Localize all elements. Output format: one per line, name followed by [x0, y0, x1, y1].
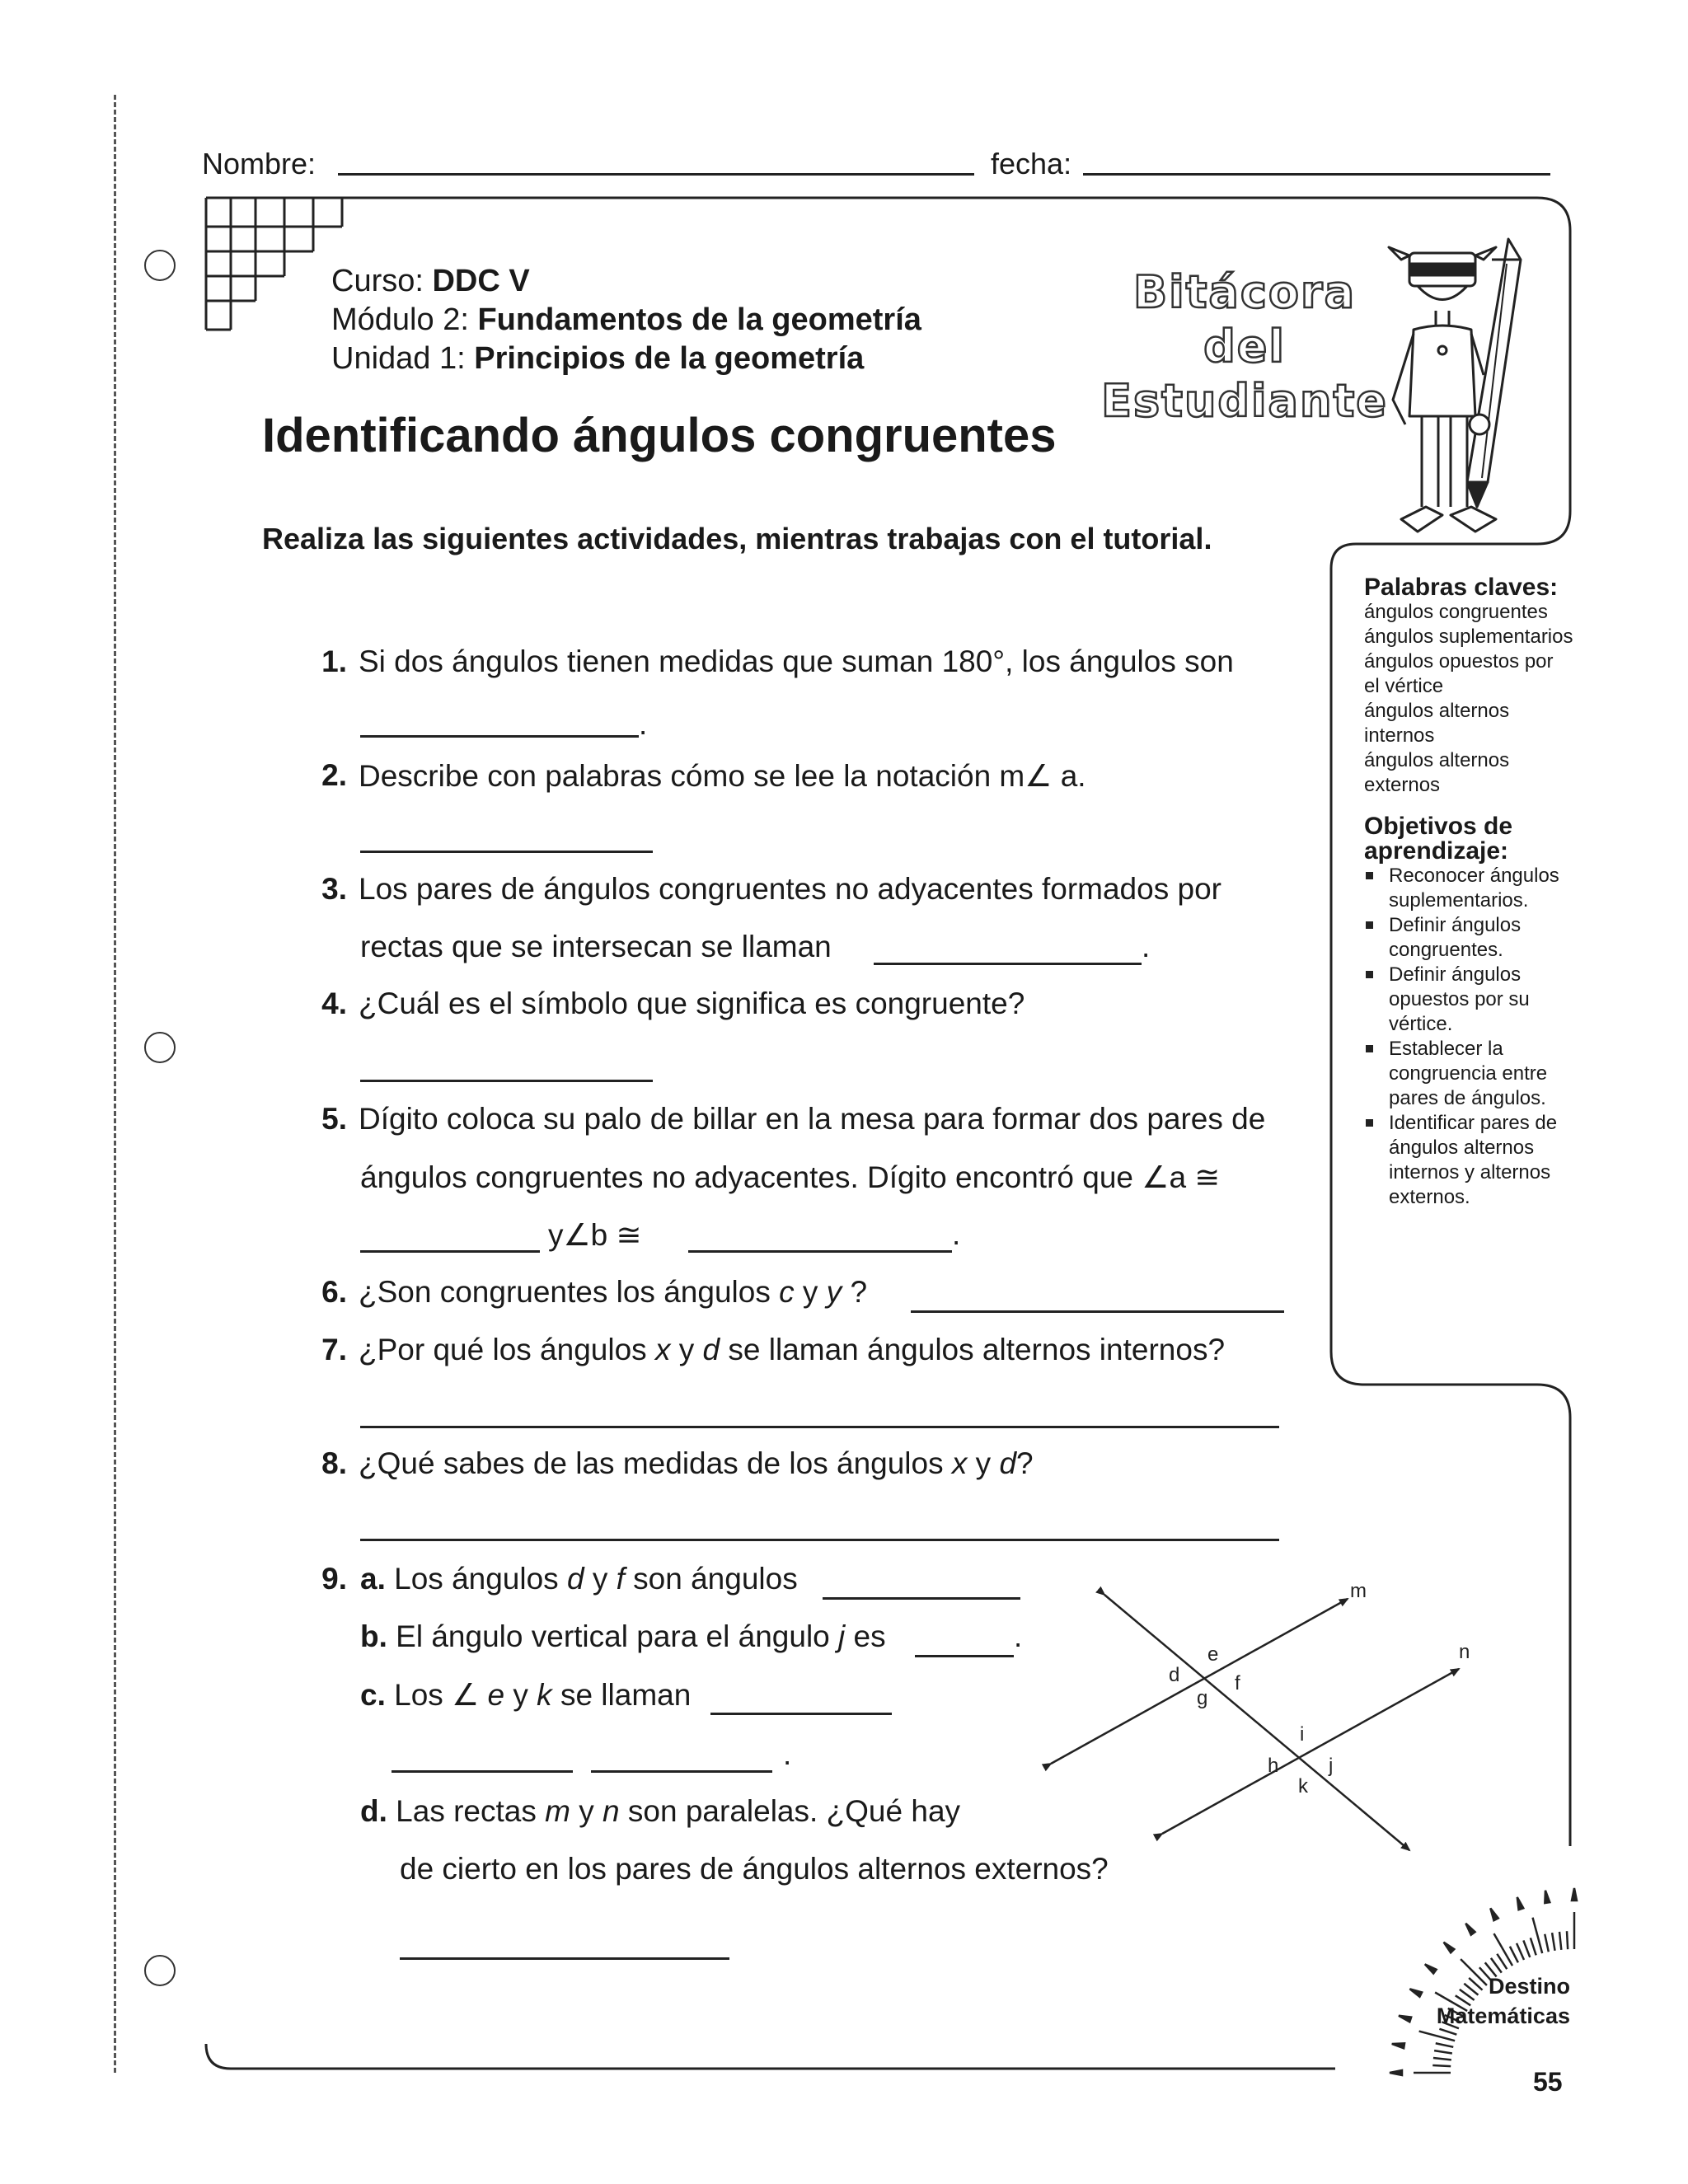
answer-line-2[interactable] [360, 851, 653, 853]
q9d-text: Las rectas [396, 1794, 537, 1828]
protractor-mark [1515, 1896, 1523, 1910]
protractor-tick [1559, 1932, 1561, 1950]
objectives-title-2: aprendizaje: [1364, 837, 1509, 865]
q9-c [360, 1677, 691, 1713]
protractor-mark [1409, 1987, 1422, 1997]
objectives-title: Objetivos de [1364, 813, 1513, 840]
var-d: d [999, 1446, 1017, 1480]
keyword: ángulos congruentes [1364, 601, 1548, 623]
label-e: e [1207, 1643, 1219, 1666]
protractor-tick [1434, 2050, 1452, 2053]
var-k: k [537, 1678, 552, 1712]
var-d: d [566, 1562, 584, 1596]
answer-line-9a[interactable] [823, 1597, 1020, 1600]
protractor-tick [1552, 1933, 1554, 1951]
curso-label: Curso: [331, 264, 424, 298]
objective-item: Definir ángulos opuestos por su vértice. [1389, 963, 1587, 1037]
question-number: 8. [321, 1446, 347, 1480]
protractor-mark [1390, 2070, 1402, 2075]
question-text [359, 1446, 1034, 1481]
brand-line-2: Matemáticas [1436, 2004, 1570, 2028]
var-f: f [616, 1562, 625, 1596]
protractor-mark [1489, 1907, 1498, 1920]
protractor-tick [1531, 1938, 1536, 1955]
sidebar [1364, 575, 1587, 1210]
q7-text-b: se llaman ángulos alternos internos? [728, 1333, 1226, 1366]
protractor-tick [1432, 2065, 1451, 2066]
keyword: ángulos suplementarios [1364, 626, 1573, 648]
keywords-title: Palabras claves: [1364, 574, 1559, 601]
sub-label: a. [360, 1562, 386, 1596]
question-number: 9. [321, 1562, 347, 1596]
conj-y: y [579, 1794, 594, 1828]
q9d-line-2: de cierto en los pares de ángulos alternos externos? [400, 1852, 1109, 1886]
label-m: m [1350, 1580, 1367, 1602]
conj-y: y [513, 1678, 528, 1712]
protractor-tick [1436, 2043, 1454, 2047]
date-label: fecha: [991, 147, 1072, 180]
answer-line-5a[interactable] [360, 1250, 540, 1253]
q-mark: ? [1016, 1446, 1034, 1480]
q9b-text-2: es [853, 1619, 886, 1653]
conj-y: y [592, 1562, 608, 1596]
conj-y: y [678, 1333, 695, 1366]
protractor-tick [1567, 1931, 1568, 1949]
keyword: externos [1364, 774, 1441, 796]
q7-text-a: ¿Por qué los ángulos [359, 1333, 647, 1366]
var-e: e [487, 1678, 505, 1712]
q9-d [360, 1794, 960, 1829]
q9d-text-2: son paralelas. ¿Qué hay [627, 1794, 961, 1828]
q9c-period: . [783, 1737, 792, 1771]
answer-line-5b[interactable] [688, 1250, 952, 1253]
answer-line-9c-2[interactable] [392, 1770, 573, 1773]
answer-line-8[interactable] [360, 1539, 1279, 1541]
label-g: g [1197, 1687, 1208, 1709]
sub-label: c. [360, 1678, 386, 1712]
question-text: Los pares de ángulos congruentes no adyacentes formados por [359, 872, 1221, 906]
label-j: j [1329, 1755, 1334, 1777]
q9a-text-2: son ángulos [633, 1562, 798, 1596]
var-d: d [702, 1333, 720, 1366]
question-5-period: . [952, 1217, 961, 1251]
question-text: ¿Cuál es el símbolo que significa es congruente? [359, 987, 1025, 1020]
var-m: m [545, 1794, 570, 1828]
var-y: y [826, 1275, 842, 1309]
protractor-mark [1543, 1890, 1550, 1903]
modulo-value: Fundamentos de la geometría [477, 302, 921, 337]
sub-label: b. [360, 1619, 387, 1653]
protractor-tick [1517, 1943, 1524, 1960]
answer-line-1[interactable] [360, 735, 639, 738]
keyword: ángulos alternos [1364, 749, 1510, 771]
var-j: j [838, 1619, 846, 1653]
course-info [331, 262, 921, 378]
footer-brand [1434, 1971, 1570, 2031]
protractor-tick [1433, 2058, 1451, 2060]
q9-b [360, 1619, 886, 1654]
answer-line-9c-3[interactable] [591, 1770, 772, 1773]
question-3-period: . [1142, 930, 1151, 963]
sub-label: d. [360, 1794, 387, 1828]
protractor-tick [1545, 1934, 1549, 1952]
answer-line-7[interactable] [360, 1426, 1279, 1428]
protractor-mark [1398, 2013, 1411, 2022]
protractor-mark [1464, 1922, 1475, 1935]
q-mark: ? [850, 1275, 868, 1309]
keyword: internos [1364, 724, 1435, 747]
q9b-period: . [1014, 1619, 1023, 1653]
mascot-illustration [1376, 235, 1550, 552]
answer-line-9d[interactable] [400, 1957, 729, 1960]
answer-line-3[interactable] [874, 963, 1142, 965]
label-d: d [1169, 1664, 1180, 1686]
modulo-label: Módulo 2: [331, 302, 469, 337]
label-n: n [1459, 1641, 1470, 1663]
objective-item: Reconocer ángulos suplementarios. [1389, 864, 1587, 913]
q9c-text: Los ∠ [394, 1678, 480, 1712]
question-number: 2. [321, 758, 347, 792]
q8-text: ¿Qué sabes de las medidas de los ángulos [359, 1446, 944, 1480]
answer-line-9b[interactable] [915, 1655, 1014, 1657]
answer-line-9c-1[interactable] [710, 1713, 892, 1715]
var-x: x [951, 1446, 968, 1480]
q9c-text-2: se llaman [560, 1678, 692, 1712]
unidad-label: Unidad 1: [331, 341, 466, 376]
label-i: i [1300, 1723, 1305, 1746]
question-number: 3. [321, 872, 347, 906]
q9-a [360, 1562, 798, 1596]
keyword: ángulos opuestos por [1364, 650, 1554, 673]
protractor-ornament [1311, 1825, 1582, 2081]
unidad-value: Principios de la geometría [474, 341, 865, 376]
question-number: 4. [321, 987, 347, 1020]
objective-item: Definir ángulos congruentes. [1389, 913, 1587, 963]
question-text [359, 1275, 867, 1310]
objectives-list [1364, 864, 1587, 1210]
objective-item: Establecer la congruencia entre pares de ángulos. [1389, 1037, 1587, 1111]
question-text: Dígito coloca su palo de billar en la mesa para formar dos pares de [359, 1102, 1266, 1136]
answer-line-6[interactable] [911, 1310, 1284, 1313]
protractor-mark [1391, 2041, 1404, 2048]
question-number: 6. [321, 1275, 347, 1309]
protractor-tick [1494, 1933, 1513, 1966]
brand-line-1: Destino [1488, 1974, 1570, 1999]
curso-value: DDC V [432, 264, 530, 298]
page-title: Identificando ángulos congruentes [262, 409, 1057, 462]
page-number: 55 [1533, 2067, 1563, 2097]
question-number: 5. [321, 1102, 347, 1136]
protractor-tick [1523, 1940, 1530, 1957]
objective-item: Identificar pares de ángulos alternos internos y alternos externos. [1389, 1111, 1587, 1210]
q9a-text: Los ángulos [394, 1562, 559, 1596]
question-text [359, 1333, 1225, 1367]
protractor-tick [1510, 1947, 1518, 1963]
keyword: el vértice [1364, 675, 1444, 697]
label-h: h [1268, 1755, 1279, 1777]
question-5-line-2: ángulos congruentes no adyacentes. Dígito encontró que ∠a ≅ [360, 1160, 1221, 1194]
bitacora-badge [1096, 265, 1393, 429]
label-k: k [1298, 1775, 1308, 1797]
keyword: ángulos alternos [1364, 700, 1510, 722]
badge-line-2: Estudiante [1101, 375, 1388, 427]
question-text: Si dos ángulos tienen medidas que suman 180°, los ángulos son [359, 644, 1234, 678]
answer-line-4[interactable] [360, 1080, 653, 1082]
name-label: Nombre: [202, 147, 316, 180]
protractor-mark [1442, 1940, 1454, 1952]
conj-y: y [975, 1446, 992, 1480]
q6-text: ¿Son congruentes los ángulos [359, 1275, 771, 1309]
question-1-period: . [639, 707, 648, 741]
instructions: Realiza las siguientes actividades, mientras trabajas con el tutorial. [262, 522, 1212, 555]
conj-y: y [802, 1275, 818, 1309]
question-number: 1. [321, 644, 347, 678]
question-text: Describe con palabras cómo se lee la notación m∠ a. [359, 759, 1086, 793]
question-number: 7. [321, 1333, 347, 1366]
q9b-text: El ángulo vertical para el ángulo [396, 1619, 830, 1653]
var-c: c [779, 1275, 795, 1309]
var-n: n [603, 1794, 620, 1828]
question-3-line-2: rectas que se intersecan se llaman [360, 930, 832, 963]
badge-line-1: Bitácora del [1132, 266, 1357, 373]
protractor-mark [1572, 1888, 1577, 1900]
var-x: x [654, 1333, 671, 1366]
question-5-line-3: y∠b ≅ [548, 1218, 642, 1252]
label-f: f [1235, 1672, 1240, 1694]
